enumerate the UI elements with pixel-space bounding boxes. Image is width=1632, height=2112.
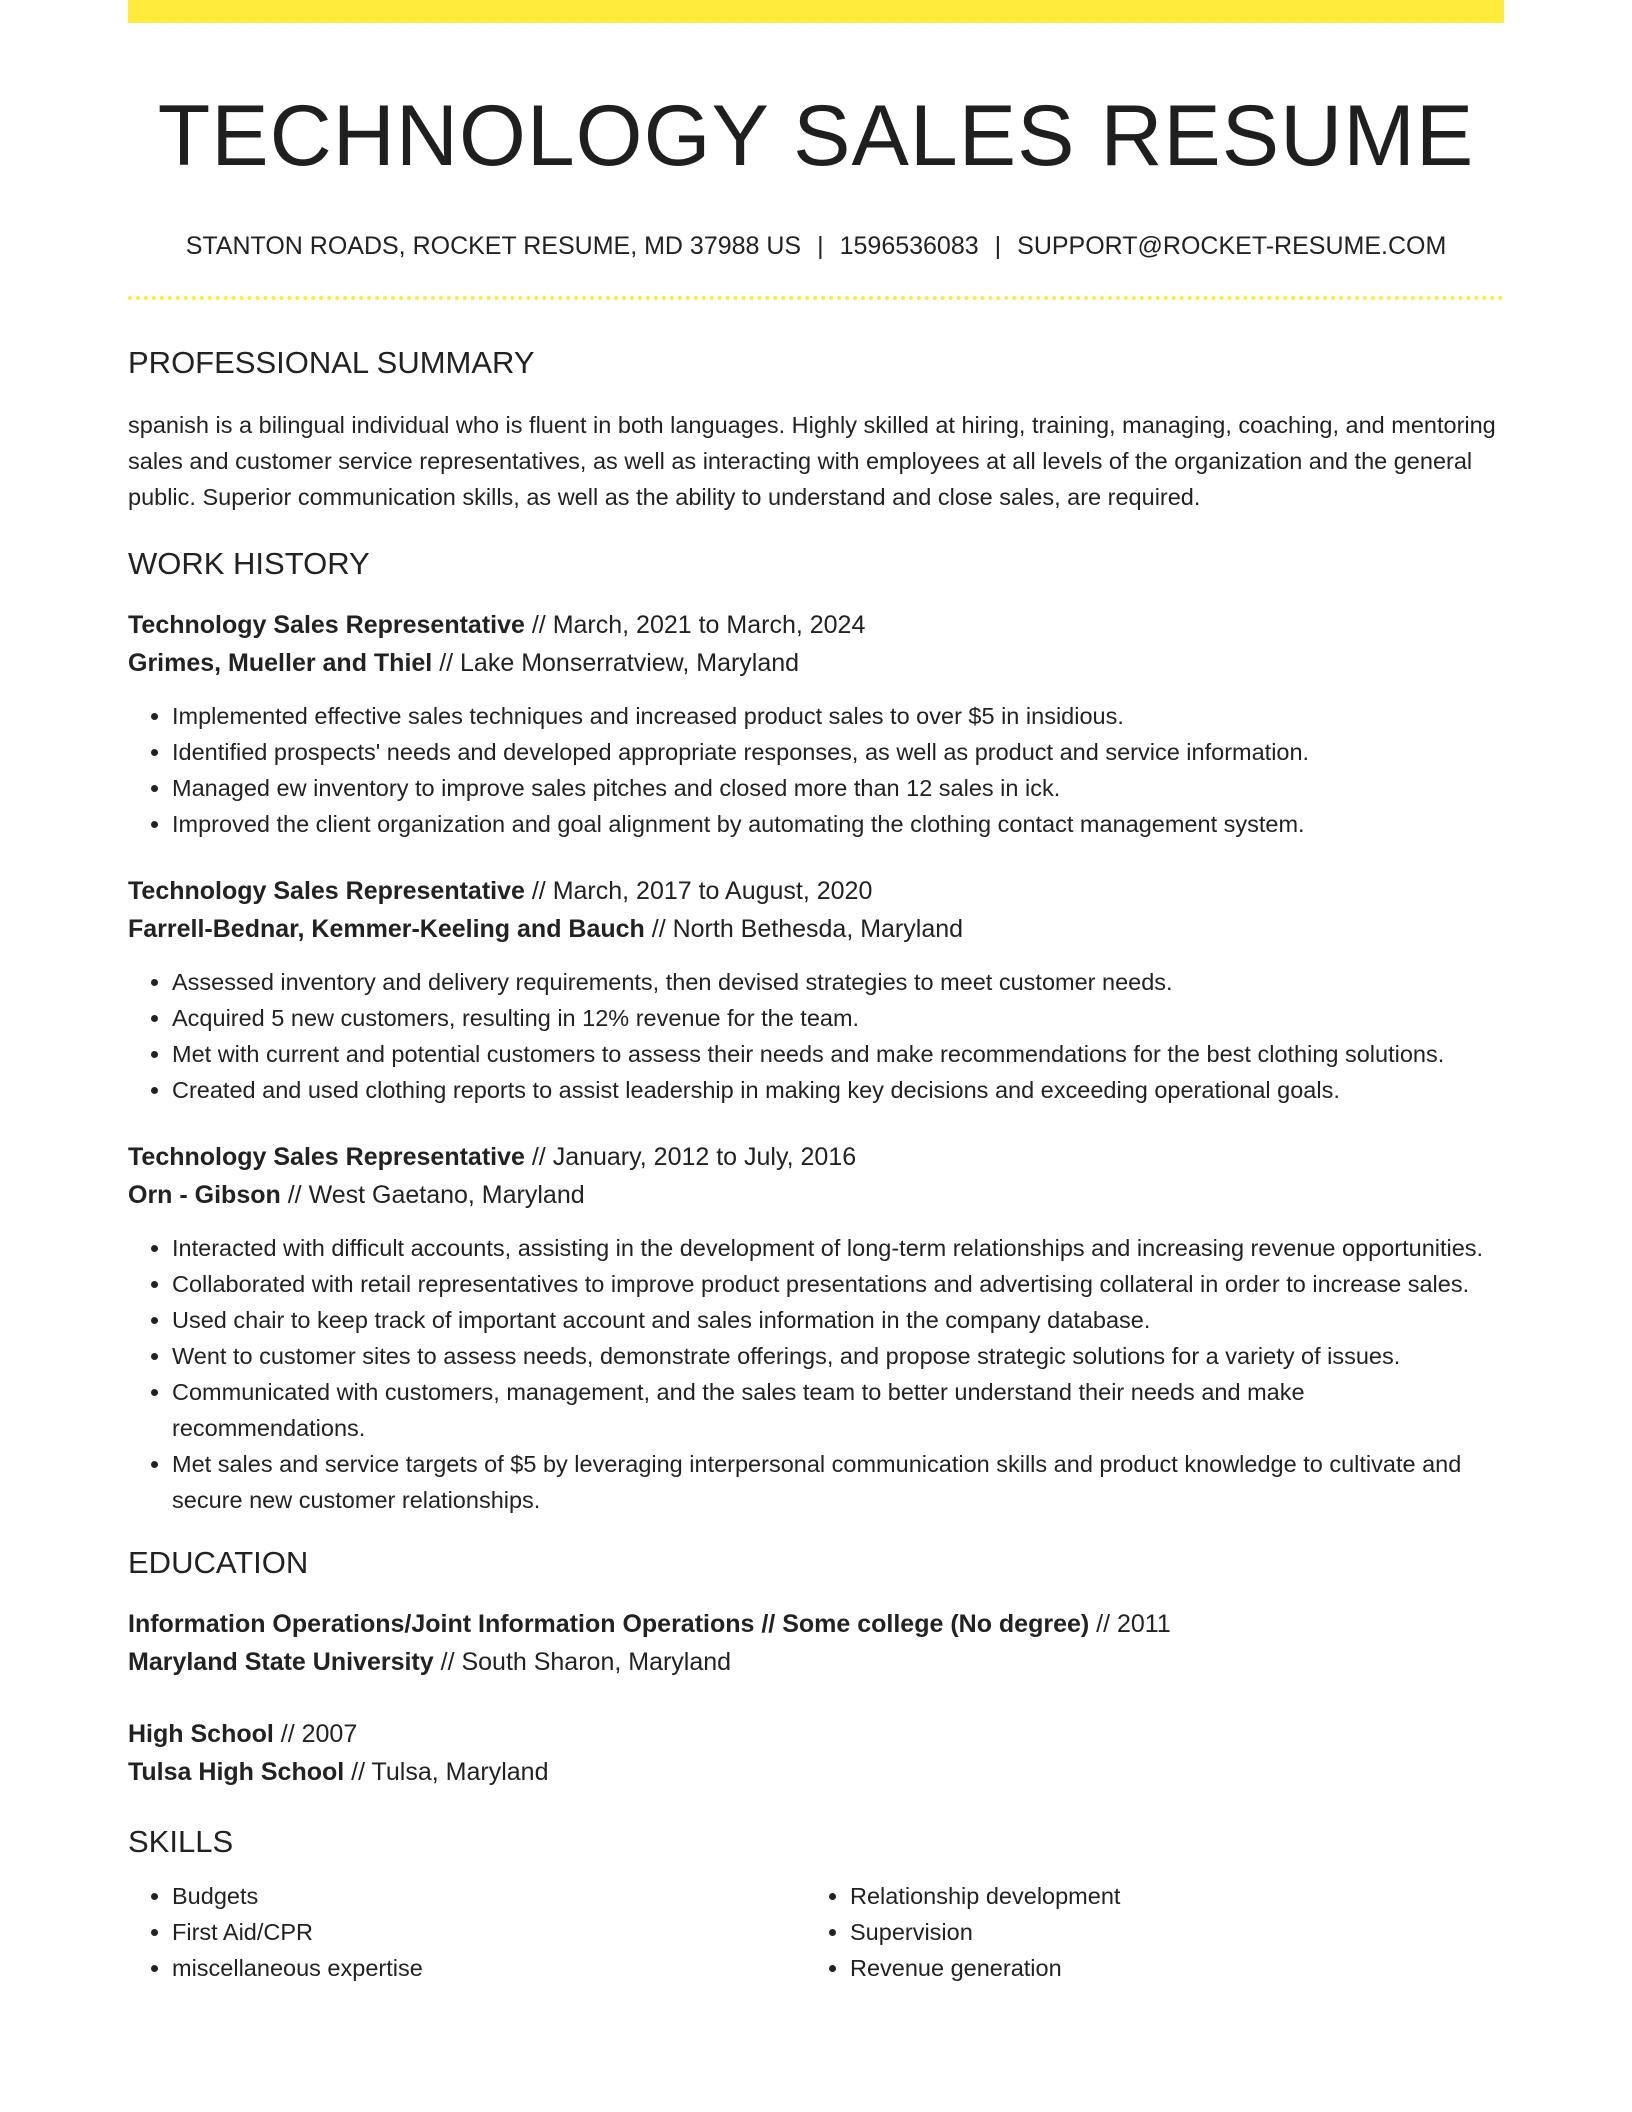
list-item: • Used chair to keep track of important account and sales information in the company database.	[172, 1302, 1504, 1338]
contact-phone: 1596536083	[839, 232, 979, 261]
skills-columns	[128, 1878, 1504, 1986]
job-entry	[128, 606, 1504, 842]
job-company: Farrell-Bednar, Kemmer-Keeling and Bauch	[128, 915, 645, 944]
job-bullets	[128, 964, 1504, 1108]
education-location: // South Sharon, Maryland	[433, 1648, 732, 1677]
list-item: • Assessed inventory and delivery requirements, then devised strategies to meet customer needs.	[172, 964, 1504, 1000]
job-dates: // March, 2021 to March, 2024	[524, 611, 866, 640]
list-item: • Improved the client organization and goal alignment by automating the clothing contact management system.	[172, 806, 1504, 842]
list-item: • Managed ew inventory to improve sales pitches and closed more than 12 sales in ick.	[172, 770, 1504, 806]
list-item: • Communicated with customers, management, and the sales team to better understand their needs and make recommendations.	[172, 1374, 1504, 1446]
contact-email: SUPPORT@ROCKET-RESUME.COM	[1017, 232, 1447, 261]
education-year: // 2007	[273, 1720, 358, 1749]
skill-item: • Supervision	[850, 1914, 1484, 1950]
education-location: // Tulsa, Maryland	[344, 1758, 549, 1787]
section-title-work-history: WORK HISTORY	[128, 545, 370, 581]
education-school-line	[128, 1753, 1504, 1791]
education-entry	[128, 1605, 1504, 1681]
section-title-summary: PROFESSIONAL SUMMARY	[128, 344, 535, 380]
job-dates: // March, 2017 to August, 2020	[524, 877, 873, 906]
job-company-line	[128, 1176, 1504, 1214]
list-item: • Created and used clothing reports to assist leadership in making key decisions and exceeding operational goals.	[172, 1072, 1504, 1108]
contact-line	[128, 230, 1504, 263]
section-title-education: EDUCATION	[128, 1545, 309, 1581]
education-degree-line	[128, 1605, 1504, 1643]
skill-item: • Budgets	[172, 1878, 806, 1914]
list-item: • Interacted with difficult accounts, assisting in the development of long-term relationships and increasing revenue opportunities.	[172, 1230, 1504, 1266]
job-location: // Lake Monserratview, Maryland	[432, 649, 800, 678]
skill-item: • Relationship development	[850, 1878, 1484, 1914]
list-item: • Implemented effective sales techniques and increased product sales to over $5 in insidious.	[172, 698, 1504, 734]
education-degree: High School	[128, 1720, 274, 1749]
job-role: Technology Sales Representative	[128, 611, 525, 640]
list-item: • Met with current and potential customers to assess their needs and make recommendations for the best clothing solutions.	[172, 1036, 1504, 1072]
education-school-line	[128, 1643, 1504, 1681]
education-entry	[128, 1715, 1504, 1791]
job-dates: // January, 2012 to July, 2016	[524, 1143, 857, 1172]
job-bullets	[128, 698, 1504, 842]
education-school: Maryland State University	[128, 1648, 434, 1677]
skill-item: • miscellaneous expertise	[172, 1950, 806, 1986]
dotted-divider	[128, 296, 1504, 300]
education-degree: Information Operations/Joint Information Operations // Some college (No degree)	[128, 1610, 1090, 1639]
section-title-skills: SKILLS	[128, 1824, 234, 1860]
resume-title: TECHNOLOGY SALES RESUME	[157, 88, 1475, 184]
job-role: Technology Sales Representative	[128, 877, 525, 906]
resume-page	[128, 0, 1504, 1986]
skill-item: • First Aid/CPR	[172, 1914, 806, 1950]
list-item: • Identified prospects' needs and developed appropriate responses, as well as product and service information.	[172, 734, 1504, 770]
job-role-line	[128, 872, 1504, 910]
job-location: // North Bethesda, Maryland	[644, 915, 964, 944]
summary-text: spanish is a bilingual individual who is fluent in both languages. Highly skilled at hiring, training, managing, coaching, and mentoring sales and customer service representatives, as well as interacting with employees at all levels of the organization and the general public. Superior communication skills, as well as the ability to understand and close sales, are required.	[128, 411, 1496, 510]
job-bullets	[128, 1230, 1504, 1518]
education-year: // 2011	[1089, 1610, 1171, 1639]
list-item: • Went to customer sites to assess needs, demonstrate offerings, and propose strategic solutions for a variety of issues.	[172, 1338, 1504, 1374]
education-school: Tulsa High School	[128, 1758, 345, 1787]
job-company-line	[128, 644, 1504, 682]
job-entry	[128, 1138, 1504, 1518]
job-entry	[128, 872, 1504, 1108]
skills-list-left	[128, 1878, 806, 1986]
skills-list-right	[806, 1878, 1484, 1986]
contact-separator: |	[994, 232, 1002, 261]
job-role-line	[128, 606, 1504, 644]
list-item: • Collaborated with retail representatives to improve product presentations and advertising collateral in order to increase sales.	[172, 1266, 1504, 1302]
contact-separator: |	[817, 232, 824, 261]
education-degree-line	[128, 1715, 1504, 1753]
job-role: Technology Sales Representative	[128, 1143, 525, 1172]
job-company-line	[128, 910, 1504, 948]
job-company: Grimes, Mueller and Thiel	[128, 649, 433, 678]
accent-bar	[128, 0, 1504, 23]
list-item: • Met sales and service targets of $5 by leveraging interpersonal communication skills and product knowledge to cultivate and secure new customer relationships.	[172, 1446, 1504, 1518]
list-item: • Acquired 5 new customers, resulting in 12% revenue for the team.	[172, 1000, 1504, 1036]
job-location: // West Gaetano, Maryland	[280, 1181, 585, 1210]
contact-address: STANTON ROADS, ROCKET RESUME, MD 37988 US	[185, 232, 802, 261]
job-company: Orn - Gibson	[128, 1181, 281, 1210]
skill-item: • Revenue generation	[850, 1950, 1484, 1986]
job-role-line	[128, 1138, 1504, 1176]
